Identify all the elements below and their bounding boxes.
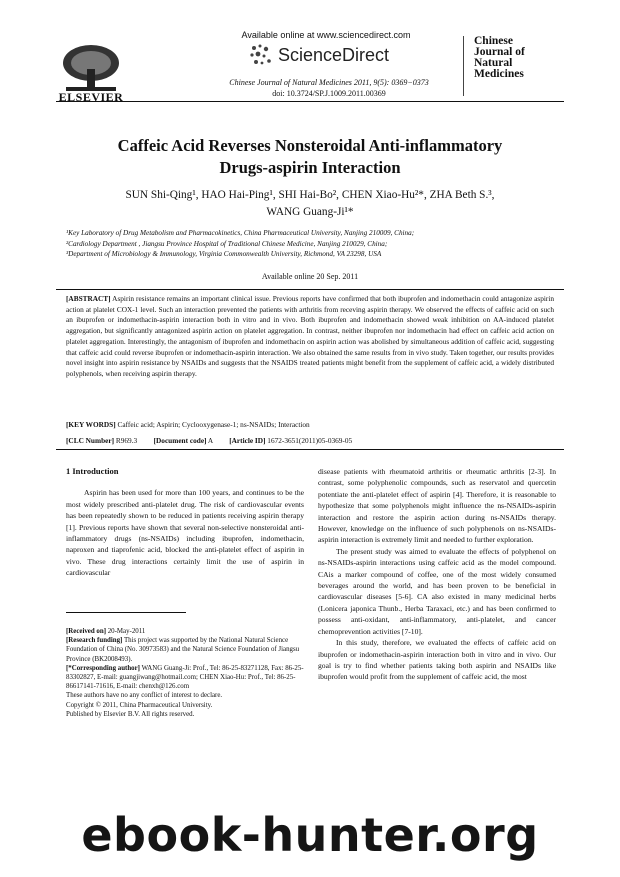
journal-title-line: Chinese xyxy=(474,35,513,47)
received-label: [Received on] xyxy=(66,628,106,635)
corresponding-label: [*Corresponding author] xyxy=(66,664,140,672)
body-paragraph: In this study, therefore, we evaluated the effects of caffeic acid on ibuprofen or indomethacin-aspirin interaction both in vitro and in vivo. Our goal is try to find whether patients taking both aspirin and NSAIDs like ibuprofen would profit from the supplement of caffeic acid, the most xyxy=(318,638,556,682)
doccode-label: [Document code] xyxy=(153,436,207,445)
available-online-date: Available online 20 Sep. 2011 xyxy=(261,272,359,281)
journal-title-box xyxy=(463,36,563,96)
affiliation: ¹Key Laboratory of Drug Metabolism and Pharmacokinetics, China Pharmaceutical University, Nanjing 210009, China; xyxy=(66,229,415,237)
footnote-rule xyxy=(66,612,186,613)
classification-line xyxy=(66,436,554,445)
affiliation: ²Cardiology Department , Jiangsu Province Hospital of Traditional Chinese Medicine, Nanjing 210029, China; xyxy=(66,239,388,248)
clc-label: [CLC Number] xyxy=(66,436,115,445)
title-line: Drugs-aspirin Interaction xyxy=(219,158,401,177)
journal-title-line: Medicines xyxy=(474,68,524,80)
keywords-label: [KEY WORDS] xyxy=(66,420,116,429)
funding-label: [Research funding] xyxy=(66,637,123,645)
footnotes xyxy=(66,627,304,719)
authors-line: SUN Shi-Qing¹, HAO Hai-Ping¹, SHI Hai-Bo², CHEN Xiao-Hu²*, ZHA Beth S.³, xyxy=(125,189,495,201)
left-column xyxy=(66,466,304,579)
articleid-label: [Article ID] xyxy=(229,436,266,445)
affiliation: ³Department of Microbiology & Immunology, Virginia Commonwealth University, Richmond, VA 23298, USA xyxy=(66,250,382,258)
keywords-text: Caffeic acid; Aspirin; Cyclooxygenase-1; ns-NSAIDs; Interaction xyxy=(117,420,310,429)
doccode-value: A xyxy=(207,436,213,445)
journal-citation: Chinese Journal of Natural Medicines 2011, 9(5): 0369−0373 xyxy=(229,78,429,87)
watermark-text: ebook-hunter.org xyxy=(81,808,539,862)
author-list xyxy=(56,187,564,221)
conflict-statement: These authors have no any conflict of interest to declare. xyxy=(66,692,223,700)
received-value: 20-May-2011 xyxy=(107,628,146,635)
doi[interactable]: doi: 10.3724/SP.J.1009.2011.00369 xyxy=(272,89,386,98)
abstract-rule-top xyxy=(56,289,564,290)
section-heading: 1 Introduction xyxy=(66,466,119,476)
publisher-name: ELSEVIER xyxy=(58,90,124,104)
publisher-statement: Published by Elsevier B.V. All rights reserved. xyxy=(66,710,195,718)
clc-value: R969.3 xyxy=(115,436,138,445)
abstract-rule-bottom xyxy=(56,449,564,450)
affiliations xyxy=(66,228,564,260)
right-column xyxy=(318,466,556,683)
article-title xyxy=(56,135,564,179)
title-line: Caffeic Acid Reverses Nonsteroidal Anti-inflammatory xyxy=(117,136,503,155)
keywords xyxy=(66,420,554,431)
body-paragraph: disease patients with rheumatoid arthritis or rheumatic arthritis [2-3]. In contrast, some polyphenolic compounds, such as reservatol and quercetin potentiate the anti-platelet effect of aspirin [4]. Therefore, it is reasonable to hypothesize that some polyphenols might influence the ns-NSAIDs-aspirin interaction and restore the aspirin action during ns-NSAIDs therapy. However, knowledge on the influence of such polyphenols on ns-NSAIDs-aspirin interaction is extremely limit and needed to further exploration. xyxy=(318,467,556,545)
body-paragraph: Aspirin has been used for more than 100 years, and continues to be the most widely prescribed anti-platelet drug. The risk of cardiovascular events has been repeatedly shown to be reduced in patients receiving aspirin therapy [1]. Previous reports have shown that several non-selective nonsteroidal anti-inflammatory drugs (ns-NSAIDs) including ibuprofen, indomethacin, naproxen and tiaprofenic acid, blocked the anti-platelet effect of aspirin in vivo. These drug interactions certainly limit the use of aspirin in cardiovascular xyxy=(66,488,304,578)
funding-value: This project was supported by the National Natural Science Foundation of China (No. 30973583) and the Natural Science Foundation of Jiangsu Province (BK2008493). xyxy=(66,637,300,663)
sciencedirect-wordmark: ScienceDirect xyxy=(278,45,390,65)
journal-title-line: Journal of xyxy=(474,46,525,58)
available-online-url[interactable]: Available online at www.sciencedirect.com xyxy=(241,30,411,40)
journal-title-line: Natural xyxy=(474,57,513,69)
abstract xyxy=(66,294,554,380)
abstract-text: Aspirin resistance remains an important clinical issue. Previous reports have confirmed that both ibuprofen and indomethacin could antagonize aspirin action at platelet COX-1 level. Such an interaction prevented the patients with arthritis from receving aspirin therapy. We observed the effects of caffeic acid on such an ibuprofen or indomethacin-aspirin interaction both in vitro and in vivo. Both ibuprofen and indomethacin showed weak inhibition on AA-induced platelet aggregation, but significantly antagonized aspirin action on platelet aggregation. In contrast, neither ibuprofen nor indomethacin had effect on caffeic acid action on platelet aggregation. Interestingly, the antagonism of ibuprofen and indomethacin on aspirin action was abolished by simultaneous addition of caffeic acid, suggesting that caffeic acid could reverse ibuprofen or indomethacin-aspirin interaction. We also obtained the same results from in vivo study. Taken together, our results provides novel insight into aspirin resistance by NSAIDs and suggests that the NSAIDS treated patients might benefit from the supplement of caffeic acid, a widely distributed polyphenols, when receiving aspirin therapy. xyxy=(66,294,555,378)
authors-line: WANG Guang-Ji¹* xyxy=(266,206,354,218)
corresponding-value: WANG Guang-Ji: Prof., Tel: 86-25-83271128, Fax: 86-25-83302827, E-mail: guangjiwang@hotmail.com; CHEN Xiao-Hu: Prof., Tel: 86-25-86617141-71616, E-mail: chenxh@126.com xyxy=(66,664,304,691)
abstract-label: [ABSTRACT] xyxy=(66,294,111,303)
body-paragraph: The present study was aimed to evaluate the effects of polyphenol on ns-NSAIDs-aspirin interactions using caffeic acid as the model compound. CAis a marker compound of coffee, one of the most widely consumed beverages around the world, and has been proven to be beneficial in cardiovascular diseases [5-6]. CA also existed in many medicinal herbs (Lonicera japonica Thunb., Herba Taraxaci, etc.) and has been confirmed to possess anti-oxidant, anti-inflammatory, anti-platelet, and cancer chemoprevention activities [7-10]. xyxy=(318,546,556,636)
articleid-value: 1672-3651(2011)05-0369-05 xyxy=(267,436,353,445)
header-rule xyxy=(56,101,564,102)
copyright: Copyright © 2011, China Pharmaceutical University. xyxy=(66,701,213,709)
